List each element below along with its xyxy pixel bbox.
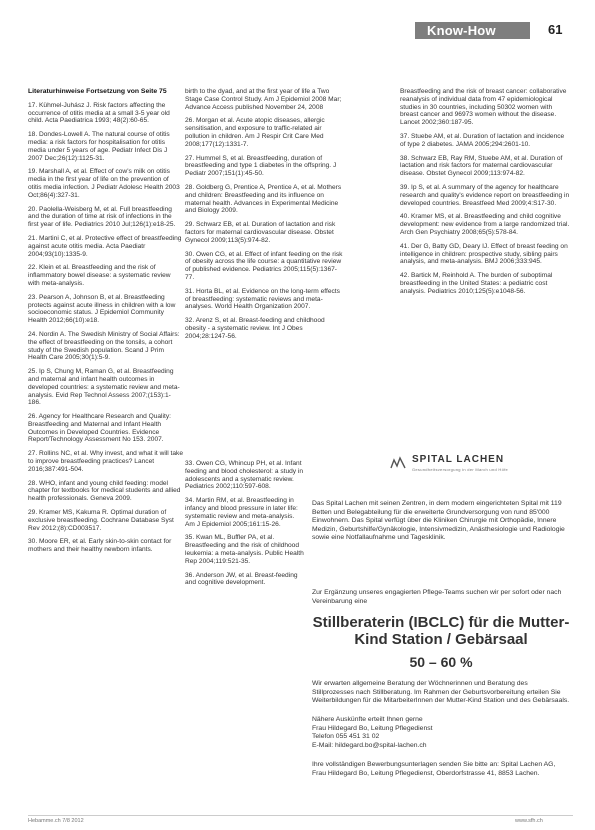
logo-subtitle: Gesundheitsversorgung in der March und Höfe	[412, 467, 509, 472]
spital-logo	[390, 454, 570, 480]
references-column-3	[400, 88, 570, 302]
reference-item: 28. WHO, infant and young child feeding: model chapter for textbooks for medical students and allied health professionals. Geneva 2009.	[28, 479, 181, 503]
logo-icon	[390, 456, 406, 470]
reference-item: 30. Moore ER, et al. Early skin-to-skin contact for mothers and their healthy newborn infants.	[28, 538, 172, 554]
reference-item: 40. Kramer MS, et al. Breastfeeding and child cognitive development: new evidence from a large randomized trial. Arch Gen Psychiatry 2008;65(5):578-84.	[400, 213, 570, 236]
reference-item: 33. Owen CG, Whincup PH, et al. Infant feeding and blood cholesterol: a study in adolescents and a systematic review. Pediatrics 2002;110:597-608.	[185, 460, 304, 491]
reference-item: 26. Agency for Healthcare Research and Quality: Breastfeeding and Maternal and Infant Health Outcomes in Developed Countries. Evidence Report/Technology Assessment No 153. 2007.	[28, 413, 171, 444]
contact-phone: Telefon 055 451 31 02	[312, 733, 380, 741]
references-heading: Literaturhinweise Fortsetzung von Seite 75	[28, 88, 167, 95]
reference-item: 20. Paolella-Weisberg M, et al. Full breastfeeding and the duration of time at risk of infections in the first year of life. Pediatrics 2010 Jul;126(1):e18-25.	[28, 205, 176, 229]
reference-item: 19. Marshall A, et al. Effect of cow's milk on otitis media in the first year of life on the prevention of otitis media infection. J Pediatr Adolesc Health 2003 Oct;86(4):327-31.	[28, 168, 180, 199]
reference-item: 29. Schwarz EB, et al. Duration of lactation and risk factors for maternal cardiovascular disease. Obstet Gynecol 2009;113(5):974-82.	[185, 221, 336, 244]
logo-title: SPITAL LACHEN	[412, 454, 505, 465]
reference-item: 29. Kramer MS, Kakuma R. Optimal duration of exclusive breastfeeding. Cochrane Database Syst Rev 2012;(8):CD003517.	[28, 509, 174, 532]
ad-intro: Das Spital Lachen mit seinen Zentren, in dem modern eingerichteten Spital mit 119 Betten und Belegabteilung für die erweiterte Grundversorgung von rund 85'000 Einwohnern. Das Spital verfügt über die Kliniken Chirurgie mit Orthopädie, Innere Medizin, Geburtshilfe/Gynäkologie, Intensivmedizin, Anästhesiologie und Radiologie sowie eine Notfallaufnahme und Tagesklinik.	[312, 500, 565, 542]
section-header-band	[415, 22, 530, 39]
reference-item: 27. Rollins NC, et al. Why invest, and what it will take to improve breastfeeding practices? Lancet 2016;387:491-504.	[28, 450, 184, 473]
footer-publication: Hebamme.ch 7/8 2012	[28, 818, 84, 824]
ad-contact	[312, 716, 570, 750]
reference-item: 30. Owen CG, et al. Effect of infant feeding on the risk of obesity across the life course: a quantitative review of published evidence. Pediatrics 2005;115(5):1367-77.	[185, 250, 343, 281]
ad-intro-2: Zur Ergänzung unseres engagierten Pflege-Teams suchen wir per sofort oder nach Vereinbarung eine	[312, 589, 562, 605]
job-advertisement	[312, 448, 574, 821]
reference-item: 17. Kühmel-Juhász J. Risk factors affecting the occurrence of otitis media at a small 3-5 year old child. Acta Paediatrica 1993; 48(2):60-65.	[28, 101, 170, 125]
section-title: Know-How	[427, 23, 496, 38]
reference-item: 24. Nordin A. The Swedish Ministry of Social Affairs: the effect of breastfeeding on the tonsils, a cohort study of the Swedish population. Scand J Prim Health Care 2005;30(1):5-9.	[28, 330, 180, 362]
reference-item: 27. Hummel S, et al. Breastfeeding, duration of breastfeeding and type 1 diabetes in the offspring. J Pediatr 2007;151(1):45-50.	[185, 154, 337, 178]
reference-item: 35. Kwan ML, Buffler PA, et al. Breastfeeding and the risk of childhood leukemia: a meta-analysis. Public Health Rep 2004;119:521-35.	[185, 534, 304, 565]
references-column-2-lower	[185, 460, 305, 593]
references-column-2	[185, 88, 345, 347]
ad-application-info: Ihre vollständigen Bewerbungsunterlagen senden Sie bitte an: Spital Lachen AG, Frau Hildegard Bo, Leitung Pflegedienst, Oberdorfstrasse 41, 8853 Lachen.	[312, 761, 556, 777]
reference-item: 42. Bartick M, Reinhold A. The burden of suboptimal breastfeeding in the United States: a pediatric cost analysis. Pediatrics 2010;125(5):e1048-56.	[400, 272, 553, 295]
reference-item: 21. Martini C, et al. Protective effect of breastfeeding against acute otitis media. Acta Paediatr 2004;93(10):1335-9.	[28, 234, 182, 258]
reference-item: 38. Schwarz EB, Ray RM, Stuebe AM, et al. Duration of lactation and risk factors for maternal cardiovascular disease. Obstet Gynecol 2009;113:974-82.	[400, 154, 563, 178]
contact-name: Frau Hildegard Bo, Leitung Pflegedienst	[312, 724, 433, 732]
reference-item: 32. Arenz S, et al. Breast-feeding and childhood obesity - a systematic review. Int J Obes 2004;28:1247-56.	[185, 317, 325, 340]
reference-item: 34. Martin RM, et al. Breastfeeding in infancy and blood pressure in later life: systematic review and meta-analysis. Am J Epidemiol 2005;161:15-26.	[185, 497, 298, 528]
reference-item: 25. Ip S, Chung M, Raman G, et al. Breastfeeding and maternal and infant health outcomes in developed countries: a systematic review and meta-analysis. Evid Rep Technol Assess 2007;(153):1-186.	[28, 368, 180, 407]
reference-item: 39. Ip S, et al. A summary of the agency for healthcare research and quality's evidence report on breastfeeding in developed countries. Breastfeed Med 2009;4:S17-30.	[400, 183, 570, 207]
contact-intro: Nähere Auskünfte erteilt Ihnen gerne	[312, 716, 423, 723]
reference-item: Breastfeeding and the risk of breast cancer: collaborative reanalysis of individual data from 47 epidemiological studies in 30 countries, including 50302 women with breast cancer and 96973 women without the disease. Lancet 2002;360:187-95.	[400, 88, 567, 127]
reference-item: 22. Klein et al. Breastfeeding and the risk of inflammatory bowel disease: a systematic review with meta-analysis.	[28, 264, 171, 287]
ad-description: Wir erwarten allgemeine Beratung der Wöchnerinnen und Beratung des Stillprozesses nach Stillberatung. Im Rahmen der Geburtsvorbereitung erteilen Sie Weiterbildungen für die MitarbeiterInnen der Mutter-Kind Station und des Gebärsaals.	[312, 680, 570, 705]
reference-item: 36. Anderson JW, et al. Breast-feeding and cognitive development.	[185, 571, 298, 587]
reference-item: 41. Der G, Batty GD, Deary IJ. Effect of breast feeding on intelligence in children: prospective study, sibling pairs analysis, and meta-analysis. BMJ 2006;333:945.	[400, 242, 568, 266]
references-column-1	[28, 88, 183, 560]
reference-item: 37. Stuebe AM, et al. Duration of lactation and incidence of type 2 diabetes. JAMA 2005;294:2601-10.	[400, 132, 565, 148]
footer-divider	[28, 815, 573, 816]
reference-item: 28. Goldberg G, Prentice A, Prentice A, et al. Mothers and children: Breastfeeding and its influence on maternal health. Advances in Experimental Medicine and Biology 2009.	[185, 183, 342, 215]
footer-website[interactable]: www.sfh.ch	[515, 818, 543, 824]
job-percentage: 50 – 60 %	[409, 654, 473, 670]
reference-item: birth to the dyad, and at the first year of life a Two Stage Case Control Study. Am J Epidemiol 2008 Mar; Advance Access published November 24, 2008	[185, 88, 342, 111]
reference-item: 18. Dondes-Lowell A. The natural course of otitis media: a risk factors for hospitalisation for otitis media under 5 years of age. Pediatr Infect Dis J 2007 Dec;26(12):1125-31.	[28, 131, 170, 162]
reference-item: 26. Morgan et al. Acute atopic diseases, allergic sensitisation, and exposure to traffic-related air pollution in children. Am J Respir Crit Care Med 2008;177(12):1331-7.	[185, 117, 325, 148]
page-number: 61	[548, 22, 563, 37]
reference-item: 23. Pearson A, Johnson B, et al. Breastfeeding protects against acute illness in children with a low socioeconomic status. J Epidemiol Community Health 2012;66(10):e18.	[28, 293, 176, 325]
contact-email[interactable]: E-Mail: hildegard.bo@spital-lachen.ch	[312, 741, 427, 749]
job-title: Stillberaterin (IBCLC) für die Mutter-Kind Station / Gebärsaal	[312, 614, 570, 648]
reference-item: 31. Horta BL, et al. Evidence on the long-term effects of breastfeeding: systematic reviews and meta-analyses. World Health Organization 2007.	[185, 287, 340, 311]
